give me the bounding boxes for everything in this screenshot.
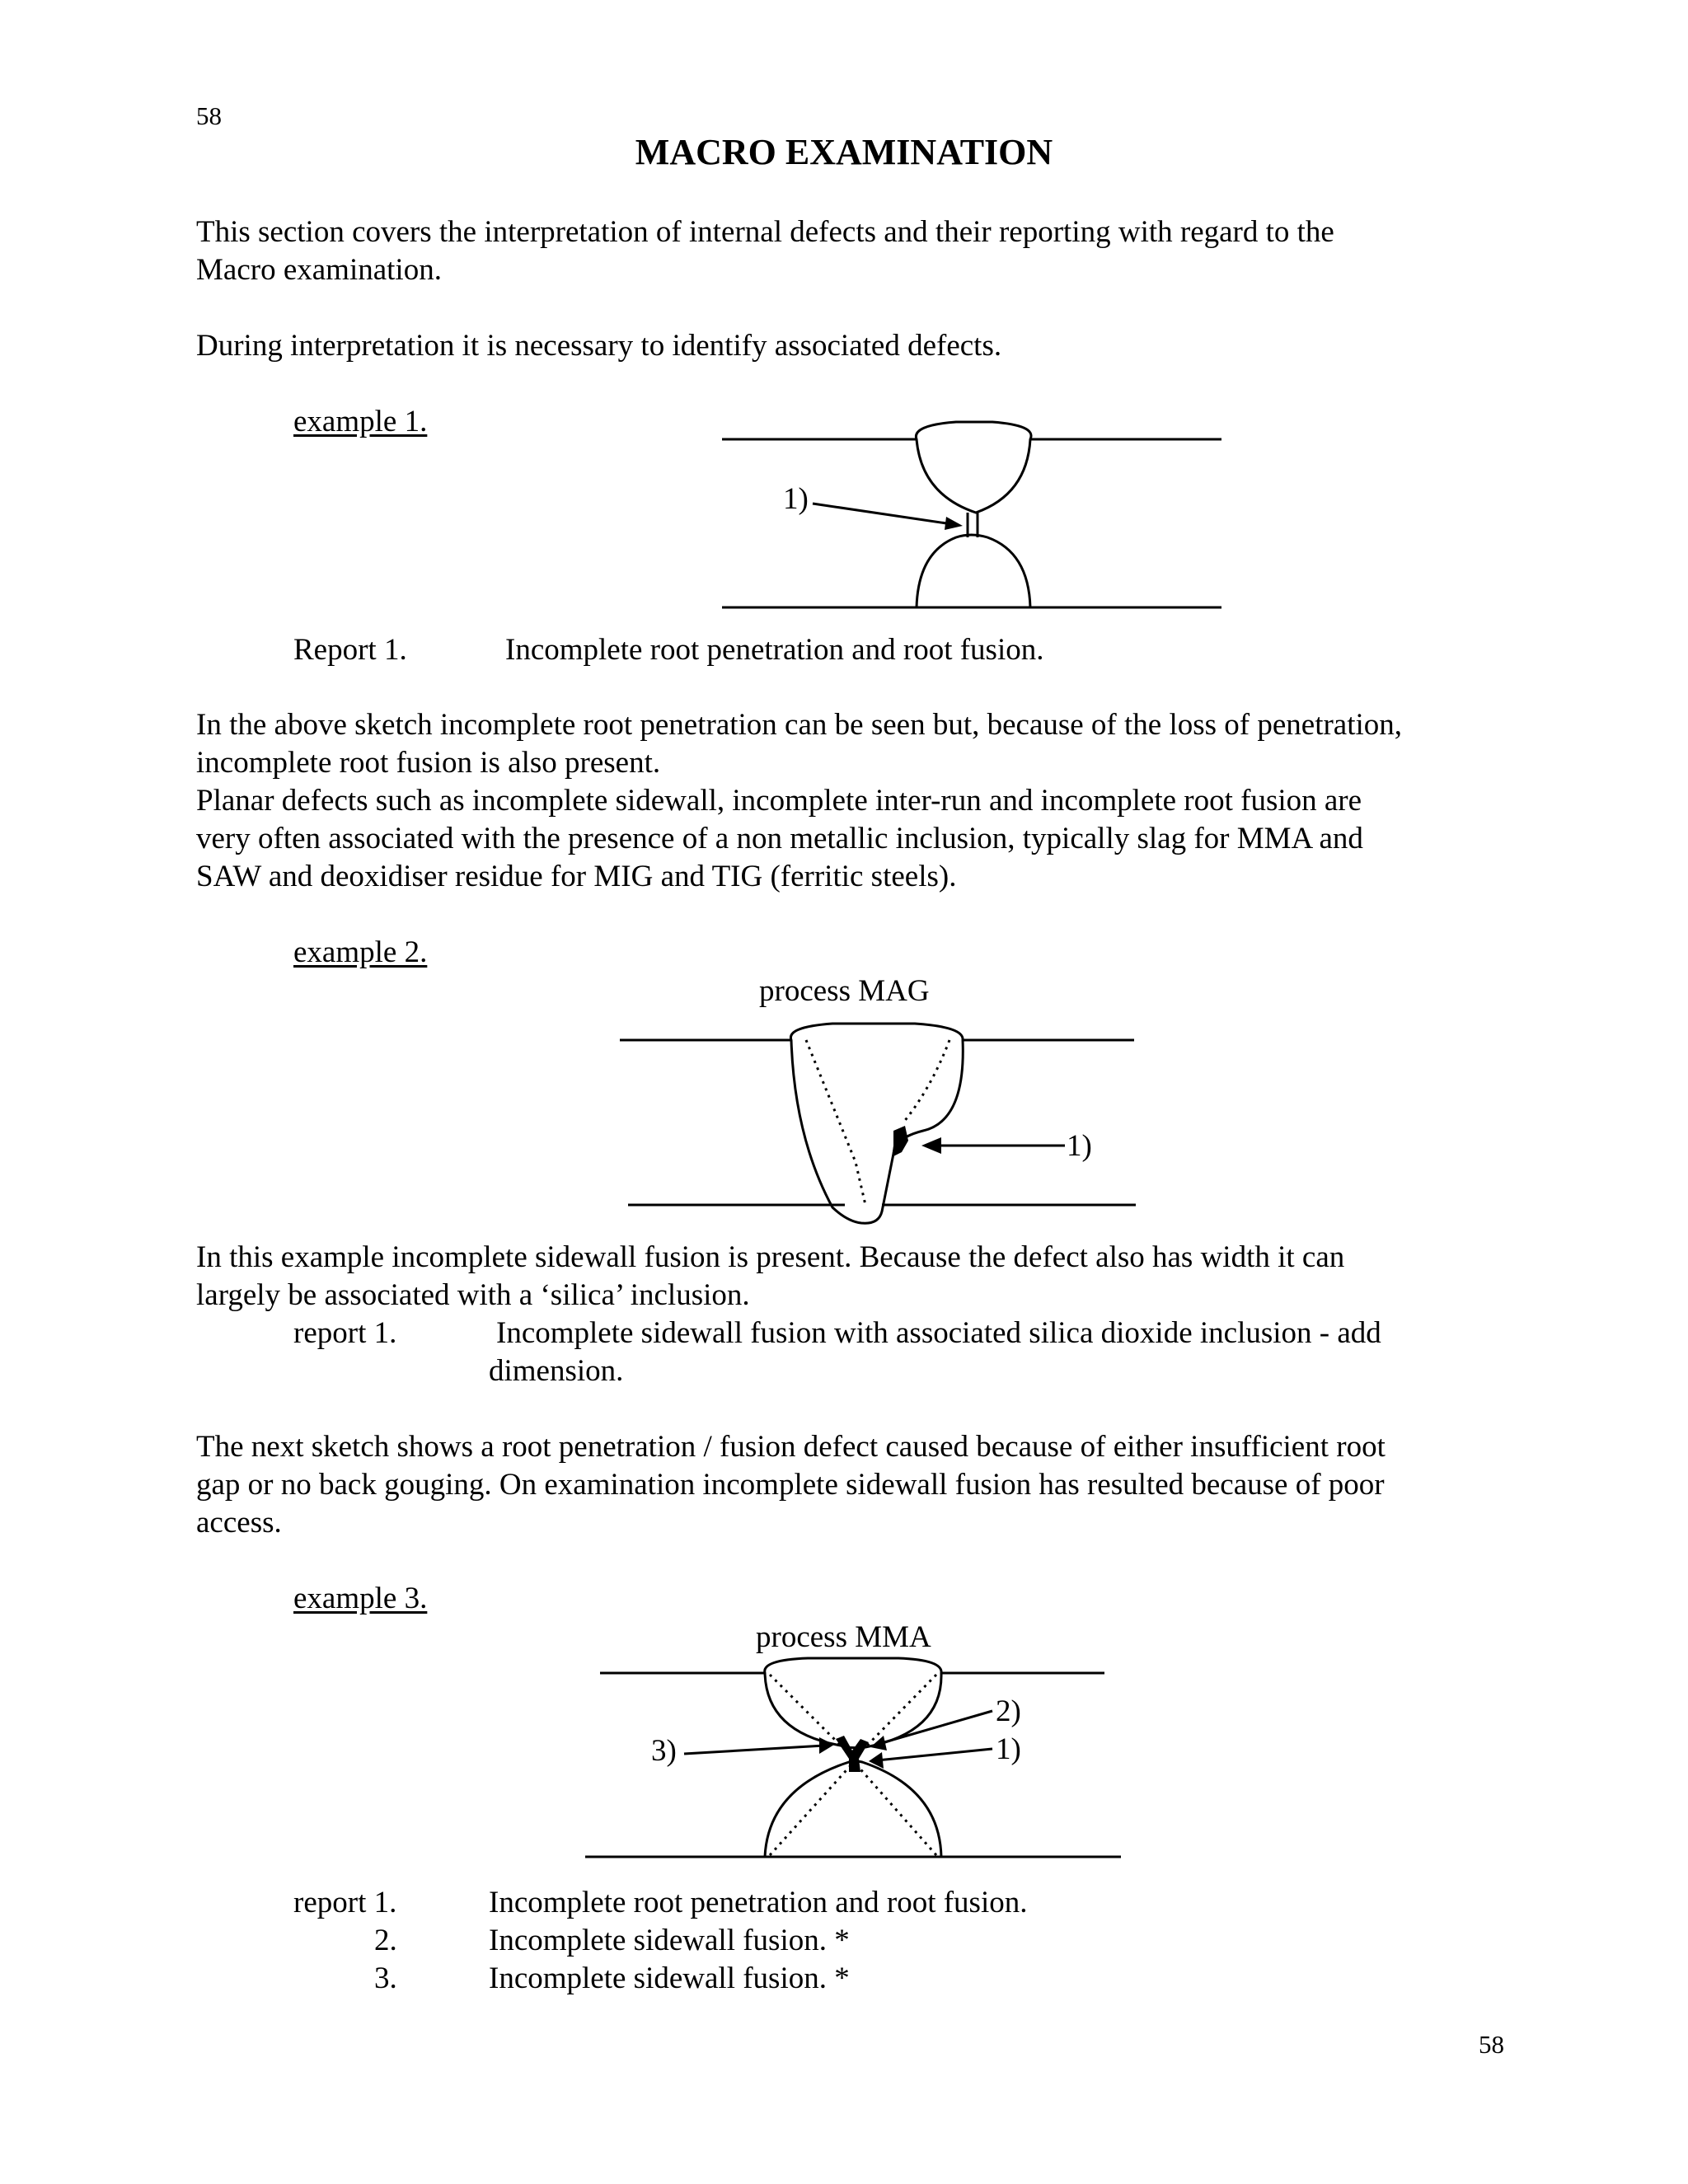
intro-line-3: During interpretation it is necessary to identify associated defects.	[196, 329, 1002, 363]
para2-line-2: largely be associated with a ‘silica’ inclusion.	[196, 1278, 750, 1312]
para2-line-1: In this example incomplete sidewall fusion is present. Because the defect also has width it can	[196, 1240, 1345, 1274]
example-1-heading: example 1.	[293, 405, 428, 438]
para1-line-5: SAW and deoxidiser residue for MIG and TIG (ferritic steels).	[196, 860, 957, 893]
example-3-heading: example 3.	[293, 1582, 428, 1615]
para1-line-2: incomplete root fusion is also present.	[196, 746, 661, 780]
root-defect	[836, 1736, 869, 1772]
callout-1-label: 1)	[996, 1732, 1021, 1766]
para1-line-1: In the above sketch incomplete root penetration can be seen but, because of the loss of penetration,	[196, 708, 1403, 742]
example-2-heading: example 2.	[293, 935, 428, 969]
example-1-report-label: Report 1.	[293, 633, 407, 667]
arrow-3-head	[819, 1737, 834, 1754]
example-3-report-item-2-text: Incomplete sidewall fusion. *	[489, 1924, 850, 1957]
arrow-3-line	[684, 1746, 824, 1754]
example-1-report-text: Incomplete root penetration and root fusion.	[505, 633, 1044, 667]
example-2-report-label: report 1.	[293, 1316, 397, 1350]
arrow-1-line	[877, 1749, 992, 1760]
para1-line-4: very often associated with the presence of a non metallic inclusion, typically slag for MMA and	[196, 822, 1363, 855]
callout-2-label: 2)	[996, 1694, 1021, 1728]
example-2-report-line-2: dimension.	[489, 1354, 624, 1388]
example-3-report-label: report 1.	[293, 1886, 397, 1919]
intro-line-1: This section covers the interpretation of internal defects and their reporting with regard to the	[196, 215, 1334, 249]
page-number-top: 58	[196, 101, 222, 130]
root-weld-bead	[765, 1761, 941, 1857]
para3-line-2: gap or no back gouging. On examination incomplete sidewall fusion has resulted because of poor	[196, 1468, 1385, 1502]
callout-1-label: 1)	[783, 482, 809, 516]
example-3-report-item-3-num: 3.	[374, 1961, 397, 1995]
callout-1-label: 1)	[1067, 1129, 1092, 1163]
example-3-report-item-2-num: 2.	[374, 1924, 397, 1957]
callout-3-label: 3)	[651, 1734, 677, 1768]
para1-line-3: Planar defects such as incomplete sidewall, incomplete inter-run and incomplete root fusion are	[196, 784, 1362, 818]
example-3-report-item-3-text: Incomplete sidewall fusion. *	[489, 1961, 850, 1995]
example-2-report-line-1: Incomplete sidewall fusion with associated silica dioxide inclusion - add	[496, 1316, 1381, 1350]
arrow-2-line	[879, 1711, 992, 1744]
example-2-process: process MAG	[759, 974, 930, 1008]
page-number-bottom: 58	[1479, 2030, 1504, 2059]
para3-line-3: access.	[196, 1506, 282, 1540]
example-3-process: process MMA	[756, 1620, 931, 1654]
example-3-report-item-1-text: Incomplete root penetration and root fusion.	[489, 1886, 1028, 1919]
page-title: MACRO EXAMINATION	[635, 132, 1053, 172]
intro-line-2: Macro examination.	[196, 253, 442, 287]
para3-line-1: The next sketch shows a root penetration / fusion defect caused because of either insufficient root	[196, 1430, 1386, 1464]
